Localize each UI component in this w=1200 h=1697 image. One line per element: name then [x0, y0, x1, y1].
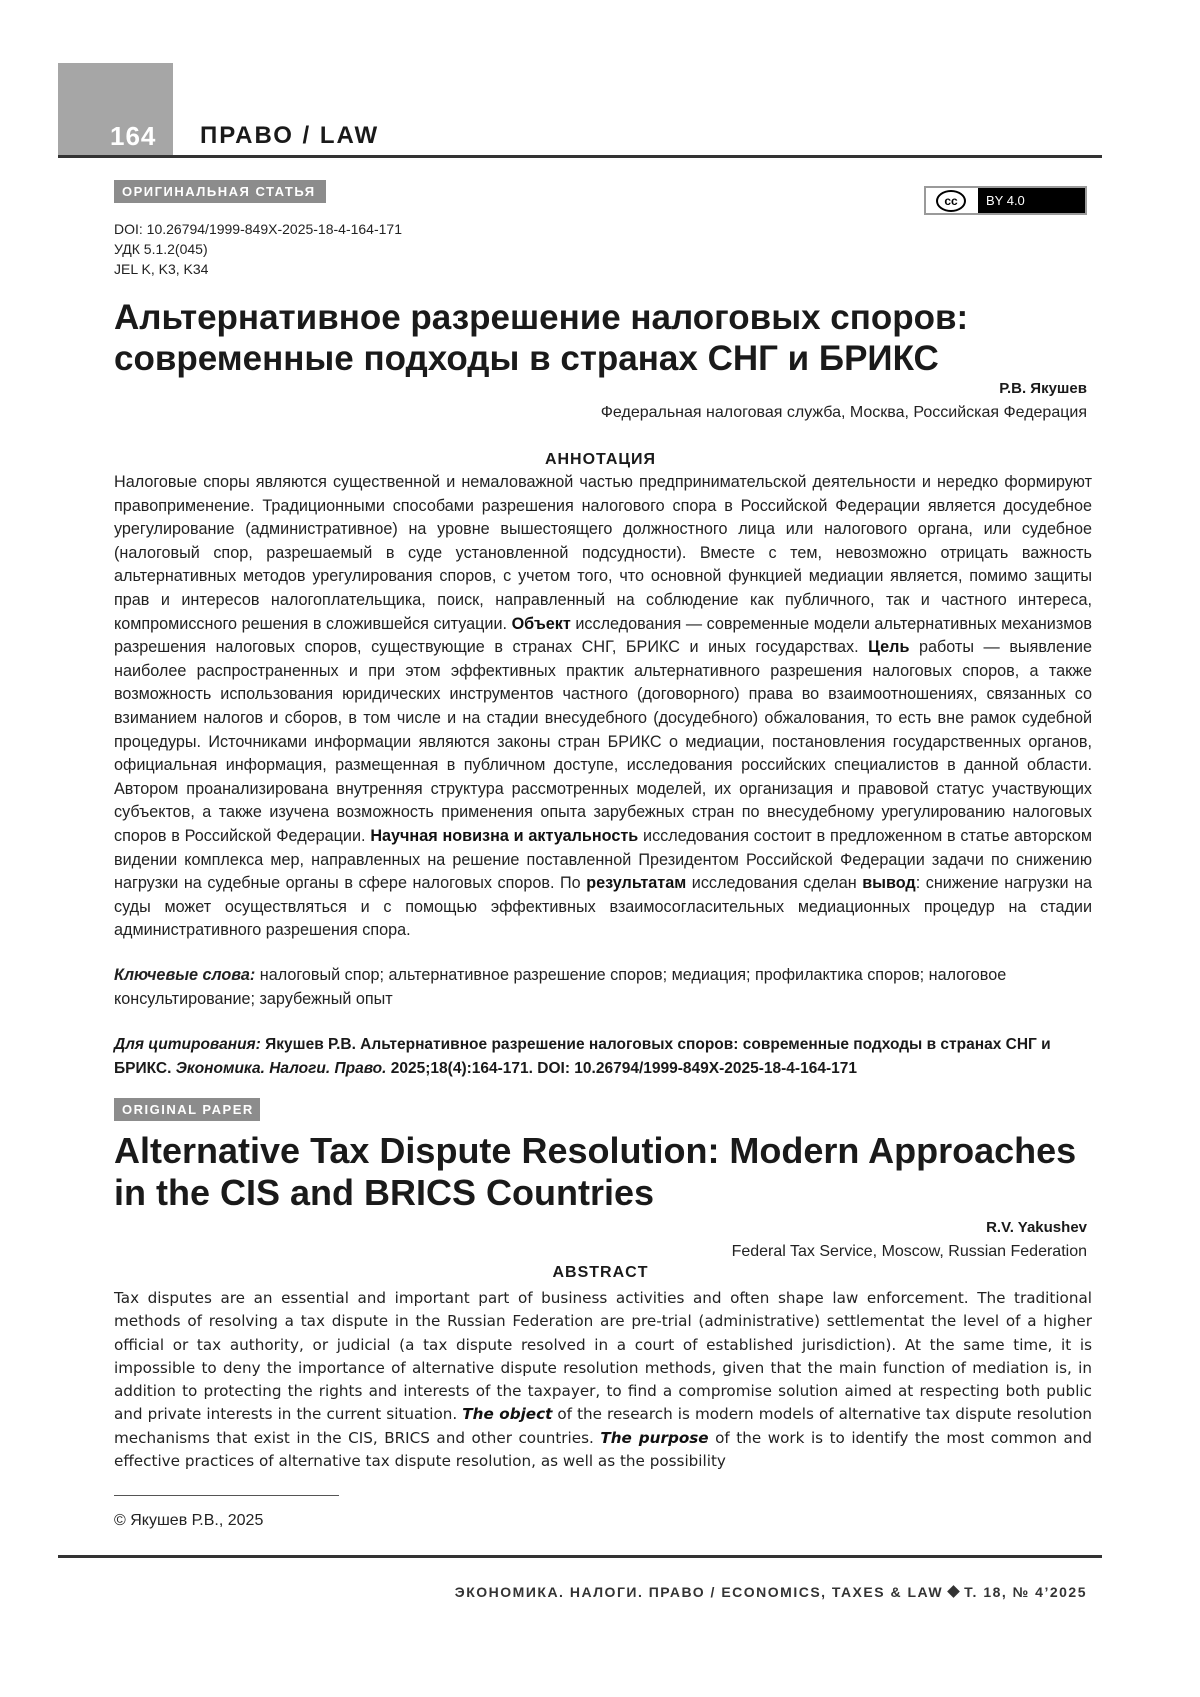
abstract-emphasis: Цель: [868, 638, 910, 657]
abstract-text: of the research is modern models of alternative tax dispute resolution mechanisms that exist in the CIS, BRICS and other countries.: [114, 1405, 1092, 1447]
abstract-text: Tax disputes are an essential and important part of business activities and often shape law enforcement. The traditional methods of resolving a tax dispute in the Russian Federation are pre-trial (administrative) settlementat the level of a higher official or tax authority, or judicial (a tax dispute resolved in a court of established jurisdiction). At the same time, it is impossible to deny the importance of alternative dispute resolution methods, given that the main function of mediation is, in addition to protecting the rights and interests of the taxpayer, to find a compromise solution aimed at respecting both public and private interests in the current situation.: [114, 1289, 1092, 1424]
abstract-emphasis: результатам: [586, 874, 687, 893]
abstract-text: исследования — современные модели альтернативных механизмов разрешения налоговых споров, существующие в странах СНГ, БРИКС и иных государствах.: [114, 614, 1092, 657]
diamond-icon: [947, 1585, 960, 1598]
keywords-ru: [114, 964, 1092, 1011]
abstract-body-en: [114, 1287, 1092, 1473]
abstract-heading-en: ABSTRACT: [552, 1264, 649, 1281]
abstract-text: of the work is to identify the most common and effective practices of alternative tax dispute resolution, as well as the possibility: [114, 1428, 1093, 1471]
abstract-text: исследования состоит в предложенном в статье авторском видении комплекса мер, направленных на решение поставленной Президентом Российской Федерации задачи по снижению нагрузки на судебные органы в сфере налоговых споров. По: [114, 826, 1093, 893]
keywords-list: налоговый спор; альтернативное разрешение споров; медиация; профилактика споров; налоговое консультирование; зарубежный опыт: [114, 966, 1007, 1008]
citation-tail: 2025;18(4):164-171. DOI: 10.26794/1999-849X-2025-18-4-164-171: [390, 1060, 857, 1077]
author-name-ru: Р.В. Якушев: [999, 380, 1087, 397]
article-type-badge: ОРИГИНАЛЬНАЯ СТАТЬЯ: [114, 180, 326, 203]
affiliation-ru: Федеральная налоговая служба, Москва, Российская Федерация: [600, 404, 1087, 421]
abstract-body-ru: [114, 471, 1092, 943]
article-title-ru: [114, 297, 1114, 379]
journal-footer: [455, 1584, 1087, 1600]
jel-codes: JEL K, K3, K34: [114, 261, 209, 277]
cc-license-badge[interactable]: [924, 186, 1087, 215]
author-name-en: R.V. Yakushev: [986, 1219, 1087, 1236]
abstract-text: работы — выявление наиболее распространенных и при этом эффективных практик альтернативного разрешения налоговых споров, а также возможность использования юридических инструментов частного (договорного) права во взаимоотношениях, связанных со взиманием налогов и сборов, в том числе и на стадии внесудебного (досудебного) обжалования, то есть вне рамок судебной процедуры. Источниками информации являются законы стран БРИКС о медиации, постановления государственных органов, официальная информация, размещенная в публичном доступе, исследования российских специалистов в данной области. Автором проанализирована внутренняя структура рассмотренных моделей, их организация и правовой статус участвующих субъектов, а также изучена возможность применения опыта зарубежных стран по внесудебному урегулированию налоговых споров в Российской Федерации.: [114, 638, 1092, 845]
abstract-heading-ru: АННОТАЦИЯ: [544, 451, 657, 468]
udk: УДК 5.1.2(045): [114, 241, 208, 257]
title-line: Alternative Tax Dispute Resolution: Modern Approaches: [114, 1130, 1077, 1171]
title-line: современные подходы в странах СНГ и БРИКС: [114, 339, 939, 378]
title-line: Альтернативное разрешение налоговых споров:: [114, 298, 969, 337]
journal-name: ЭКОНОМИКА. НАЛОГИ. ПРАВО / ECONOMICS, TAXES & LAW: [454, 1584, 944, 1600]
abstract-emphasis: The object: [462, 1405, 553, 1424]
affiliation-en: Federal Tax Service, Moscow, Russian Federation: [731, 1243, 1087, 1260]
footer-divider: [58, 1555, 1102, 1558]
citation-journal: Экономика. Налоги. Право.: [175, 1060, 387, 1077]
abstract-emphasis: Научная новизна и актуальность: [370, 826, 639, 845]
abstract-text: : снижение нагрузки на суды может осуществляться и с помощью эффективных взаимосогласительных медиационных процедур на стадии административного разрешения спора.: [114, 874, 1093, 940]
title-line: in the CIS and BRICS Countries: [114, 1172, 655, 1213]
license-label: BY 4.0: [986, 193, 1025, 208]
abstract-text: исследования сделан: [691, 874, 857, 893]
footnote-divider: [114, 1495, 339, 1496]
cc-icon: cc: [936, 190, 966, 212]
copyright: © Якушев Р.В., 2025: [114, 1512, 264, 1529]
page-number: 164: [110, 121, 157, 151]
article-type-badge-en: ORIGINAL PAPER: [114, 1098, 260, 1121]
abstract-emphasis: Объект: [511, 614, 571, 633]
section-title: ПРАВО / LAW: [200, 122, 380, 149]
abstract-text: Налоговые споры являются существенной и немаловажной частью предпринимательской деятельности и нередко формируют правоприменение. Традиционными способами разрешения налогового спора в Российской Федерации является досудебное урегулирование (административное) на уровне вышестоящего должностного лица или налогового органа, или судебное (налоговый спор, разрешаемый в суде установленной подсудности). Вместе с тем, невозможно отрицать важность альтернативных методов урегулирования споров, с учетом того, что основной функцией медиации является, помимо защиты прав и интересов налогоплательщика, поиск, направленный на соблюдение как публичного, так и частного интереса, компромиссного решения в сложившейся ситуации.: [114, 473, 1092, 633]
journal-issue: Т. 18, № 4’2025: [964, 1584, 1087, 1600]
doi[interactable]: DOI: 10.26794/1999-849X-2025-18-4-164-171: [114, 221, 402, 237]
citation: [114, 1033, 1092, 1081]
abstract-emphasis: вывод: [862, 874, 916, 893]
header-divider: [58, 155, 1102, 158]
citation-text: Якушев Р.В. Альтернативное разрешение налоговых споров: современные подходы в странах СНГ и БРИКС.: [114, 1036, 1051, 1077]
article-title-en: [114, 1130, 1114, 1214]
abstract-emphasis: The purpose: [600, 1428, 709, 1447]
citation-label: Для цитирования:: [114, 1036, 261, 1053]
keywords-label: Ключевые слова:: [114, 966, 256, 984]
